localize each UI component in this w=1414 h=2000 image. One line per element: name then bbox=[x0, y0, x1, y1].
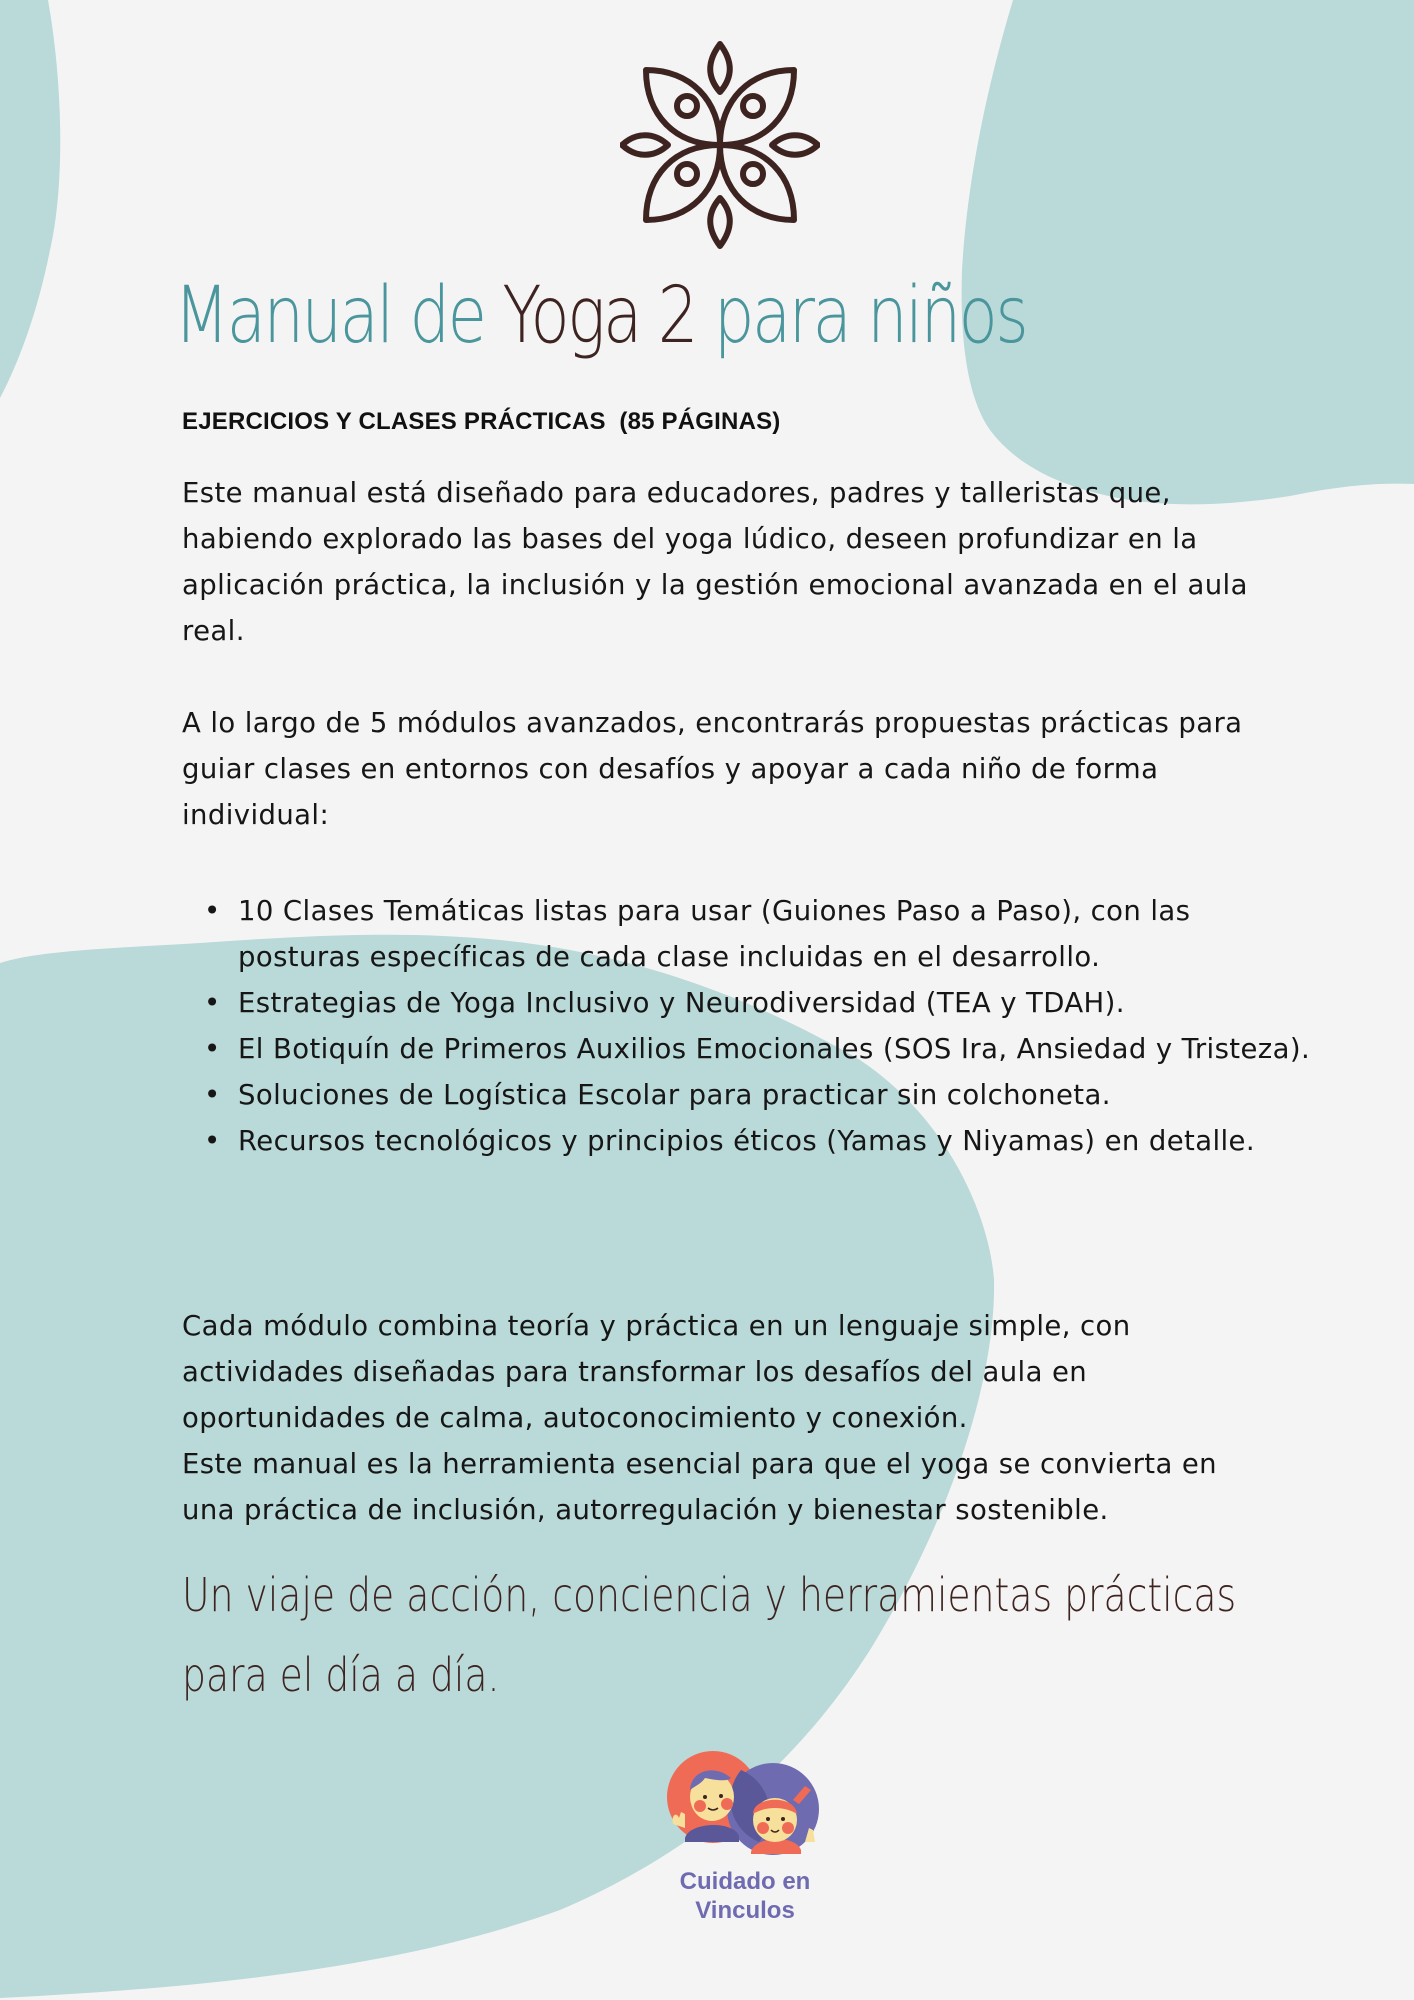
kids-waving-logo-icon bbox=[655, 1742, 835, 1862]
title-part-manual: Manual de bbox=[174, 271, 503, 361]
feature-item: • Estrategias de Yoga Inclusivo y Neurodiversidad (TEA y TDAH). bbox=[238, 980, 1318, 1026]
brand-name-line1: Cuidado en bbox=[679, 1868, 811, 1895]
flower-mandala-icon bbox=[620, 40, 820, 250]
closing-line-2: Este manual es la herramienta esencial para que el yoga se convierta en una práctica de inclusión, autorregulación y bienestar sostenible. bbox=[182, 1448, 1217, 1526]
features-list bbox=[182, 888, 1318, 1164]
page-title bbox=[174, 270, 1026, 364]
title-part-ninos: para niños bbox=[695, 271, 1027, 361]
subtitle: EJERCICIOS Y CLASES PRÁCTICAS (85 PÁGINAS) bbox=[182, 408, 781, 435]
tagline-text: Un viaje de acción, conciencia y herramientas prácticas para el día a día. bbox=[182, 1568, 1237, 1702]
feature-item: • 10 Clases Temáticas listas para usar (Guiones Paso a Paso), con las posturas específicas de cada clase incluidas en el desarrollo. bbox=[238, 888, 1318, 980]
feature-item: • Soluciones de Logística Escolar para practicar sin colchoneta. bbox=[238, 1072, 1318, 1118]
title-part-yoga: Yoga 2 bbox=[502, 271, 696, 361]
closing-line-1: Cada módulo combina teoría y práctica en un lenguaje simple, con actividades diseñadas para transformar los desafíos del aula en oportunidades de calma, autoconocimiento y conexión. bbox=[182, 1310, 1131, 1434]
brand-logo bbox=[655, 1742, 835, 1924]
modules-paragraph: A lo largo de 5 módulos avanzados, encontrarás propuestas prácticas para guiar clases en entornos con desafíos y apoyar a cada niño de forma individual: bbox=[182, 707, 1243, 831]
brand-name-line2: Vinculos bbox=[695, 1897, 795, 1924]
intro-paragraph: Este manual está diseñado para educadores, padres y talleristas que, habiendo explorado las bases del yoga lúdico, deseen profundizar en la aplicación práctica, la inclusión y la gestión emocional avanzada en el aula real. bbox=[182, 477, 1248, 647]
closing-paragraph bbox=[182, 1303, 1262, 1533]
feature-item: • Recursos tecnológicos y principios éticos (Yamas y Niyamas) en detalle. bbox=[238, 1118, 1318, 1164]
tagline bbox=[182, 1555, 1237, 1715]
feature-item: • El Botiquín de Primeros Auxilios Emocionales (SOS Ira, Ansiedad y Tristeza). bbox=[238, 1026, 1318, 1072]
